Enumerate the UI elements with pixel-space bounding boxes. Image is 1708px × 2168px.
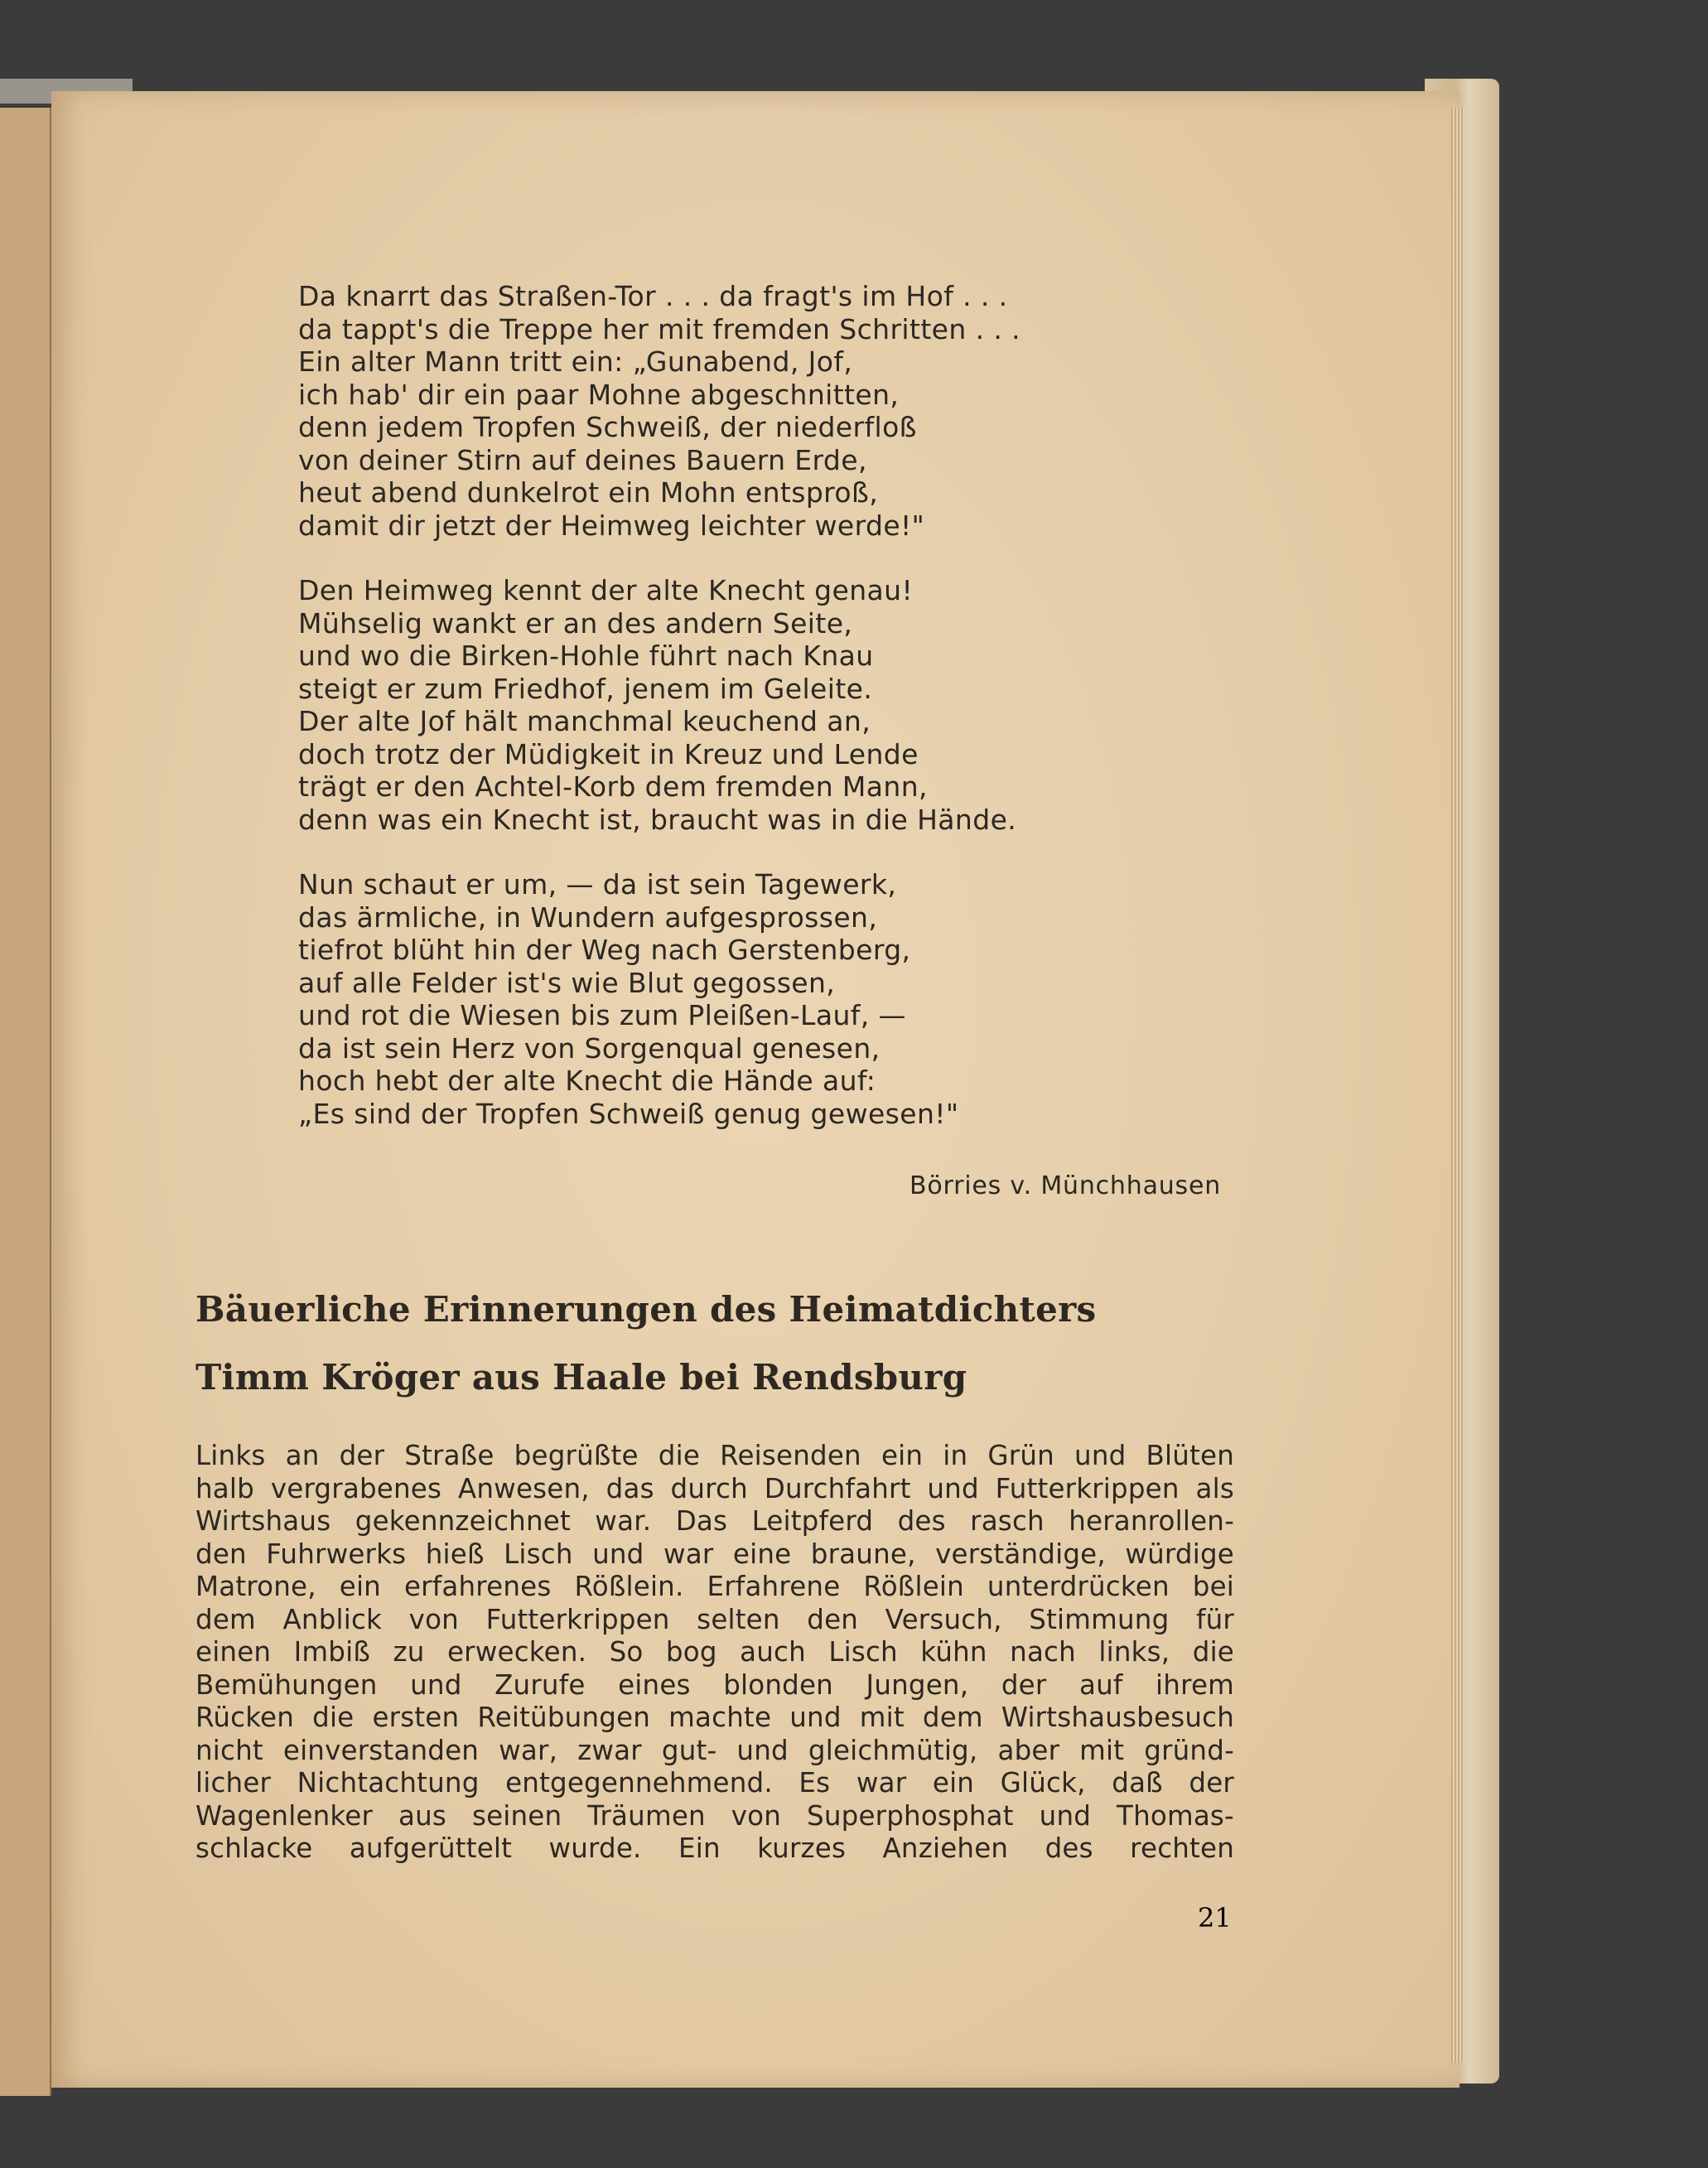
- poem-line: denn jedem Tropfen Schweiß, der niederfloß: [298, 411, 917, 443]
- article-line: den Fuhrwerks hieß Lisch und war eine braune, verständige, würdige: [195, 1538, 1234, 1570]
- poem-line: denn was ein Knecht ist, braucht was in die Hände.: [298, 803, 1017, 836]
- previous-page-edge: [0, 108, 51, 2096]
- poem-line: heut abend dunkelrot ein Mohn entsproß,: [298, 476, 879, 509]
- poem-line: das ärmliche, in Wundern aufgesprossen,: [298, 901, 878, 934]
- article-line: Links an der Straße begrüßte die Reisenden ein in Grün und Blüten: [195, 1440, 1234, 1471]
- article-line: licher Nichtachtung entgegennehmend. Es war ein Glück, daß der: [195, 1767, 1234, 1799]
- poem-stanza-2: [298, 574, 1209, 836]
- article-line: nicht einverstanden war, zwar gut- und gleichmütig, aber mit gründ-: [195, 1734, 1234, 1766]
- poem-line: „Es sind der Tropfen Schweiß genug gewesen!": [298, 1097, 959, 1130]
- page-number: 21: [1198, 1902, 1232, 1934]
- poem-line: Da knarrt das Straßen-Tor . . . da fragt's im Hof . . .: [298, 280, 1008, 312]
- poem-line: und wo die Birken-Hohle führt nach Knau: [298, 640, 874, 672]
- poem-line: ich hab' dir ein paar Mohne abgeschnitten,: [298, 378, 900, 411]
- poem-line: damit dir jetzt der Heimweg leichter werde!": [298, 509, 925, 542]
- poem-line: Der alte Jof hält manchmal keuchend an,: [298, 705, 871, 737]
- poem: [298, 280, 1209, 1162]
- poem-line: Den Heimweg kennt der alte Knecht genau!: [298, 574, 914, 606]
- poem-stanza-1: [298, 280, 1209, 542]
- article-heading: [195, 1276, 1097, 1412]
- poem-line: Ein alter Mann tritt ein: „Gunabend, Jof,: [298, 345, 853, 378]
- poem-line: tiefrot blüht hin der Weg nach Gerstenberg,: [298, 934, 911, 966]
- article-heading-line-1: Bäuerliche Erinnerungen des Heimatdichters: [195, 1289, 1097, 1330]
- article-line: halb vergrabenes Anwesen, das durch Durchfahrt und Futterkrippen als: [195, 1472, 1234, 1504]
- article-line: Bemühungen und Zurufe eines blonden Jungen, der auf ihrem: [195, 1668, 1234, 1701]
- article-line: Matrone, ein erfahrenes Rößlein. Erfahrene Rößlein unterdrücken bei: [195, 1571, 1234, 1602]
- poem-stanza-3: [298, 868, 1209, 1130]
- poem-line: da tappt's die Treppe her mit fremden Schritten . . .: [298, 312, 1021, 345]
- poem-line: trägt er den Achtel-Korb dem fremden Mann,: [298, 770, 928, 803]
- article-heading-line-2: Timm Kröger aus Haale bei Rendsburg: [195, 1357, 967, 1398]
- poem-line: und rot die Wiesen bis zum Pleißen-Lauf, —: [298, 999, 906, 1031]
- poem-line: doch trotz der Müdigkeit in Kreuz und Lende: [298, 737, 919, 770]
- poem-line: steigt er zum Friedhof, jenem im Geleite.: [298, 672, 873, 705]
- article-line: einen Imbiß zu erwecken. So bog auch Lisch kühn nach links, die: [195, 1636, 1234, 1668]
- article-line: schlacke aufgerüttelt wurde. Ein kurzes Anziehen des rechten: [195, 1832, 1234, 1864]
- article-body: [195, 1440, 1234, 1866]
- poem-line: Nun schaut er um, — da ist sein Tagewerk,: [298, 868, 897, 901]
- poem-line: da ist sein Herz von Sorgenqual genesen,: [298, 1031, 881, 1065]
- article-line: Wirtshaus gekennzeichnet war. Das Leitpferd des rasch heranrollen-: [195, 1505, 1234, 1537]
- article-line: Wagenlenker aus seinen Träumen von Superphosphat und Thomas-: [195, 1799, 1234, 1832]
- poem-author: Börries v. Münchhausen: [909, 1171, 1222, 1200]
- poem-line: auf alle Felder ist's wie Blut gegossen,: [298, 966, 836, 999]
- article-line: dem Anblick von Futterkrippen selten den Versuch, Stimmung für: [195, 1603, 1234, 1635]
- page-stack-edge: [1451, 108, 1464, 2063]
- poem-line: Mühselig wankt er an des andern Seite,: [298, 606, 853, 640]
- article-line: Rücken die ersten Reitübungen machte und mit dem Wirtshausbesuch: [195, 1702, 1234, 1733]
- poem-line: hoch hebt der alte Knecht die Hände auf:: [298, 1065, 876, 1097]
- poem-line: von deiner Stirn auf deines Bauern Erde,: [298, 443, 867, 476]
